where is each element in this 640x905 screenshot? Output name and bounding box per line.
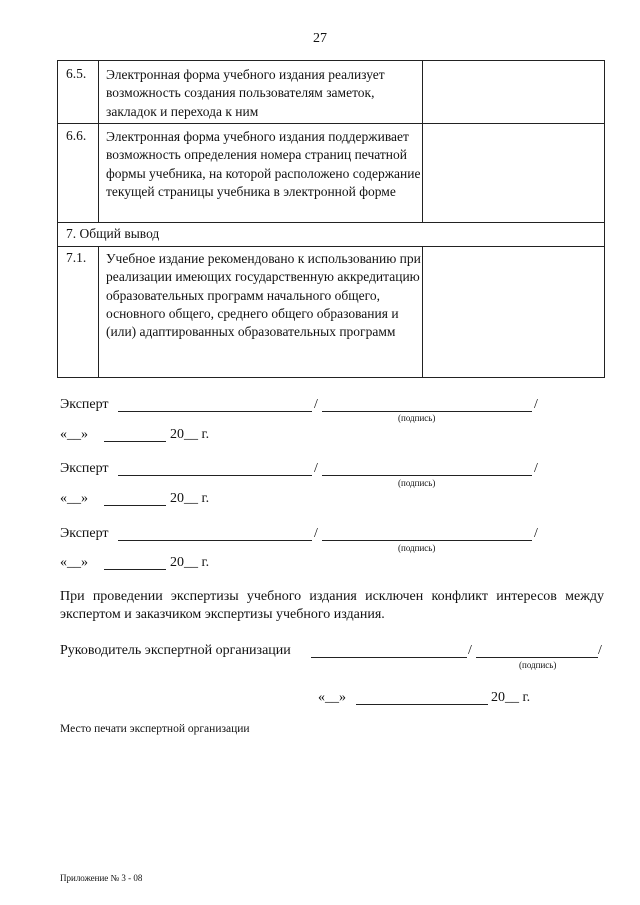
signature-caption: (подпись) — [398, 478, 436, 488]
signature-caption: (подпись) — [398, 543, 436, 553]
head-label: Руководитель экспертной организации — [60, 643, 291, 658]
stamp-place: Место печати экспертной организации — [60, 723, 250, 735]
slash: / — [314, 397, 318, 412]
slash: / — [314, 461, 318, 476]
signature-caption: (подпись) — [519, 660, 557, 670]
row-text: Электронная форма учебного издания реализует возможность создания пользователям заметок, закладок и перехода к ним — [106, 67, 385, 119]
conflict-statement: При проведении экспертизы учебного издания исключен конфликт интересов между экспертом и заказчиком экспертизы учебного издания. — [60, 589, 604, 622]
footer-note: Приложение № 3 - 08 — [60, 873, 143, 883]
slash: / — [534, 461, 538, 476]
row-number: 7.1. — [66, 250, 87, 265]
slash: / — [598, 643, 602, 658]
date-quote: «__» — [60, 427, 88, 442]
row-number: 6.5. — [66, 66, 87, 81]
row-number: 6.6. — [66, 128, 87, 143]
date-year: 20__ г. — [170, 491, 210, 506]
row-text: Учебное издание рекомендовано к использованию при реализации имеющих государственную аккредитацию образовательных программ начального общего, основного общего, среднего общего образования и (или) адаптированных образовательных программ — [106, 251, 421, 340]
slash: / — [468, 643, 472, 658]
slash: / — [534, 526, 538, 541]
date-year: 20__ г. — [170, 427, 210, 442]
expert-label: Эксперт — [60, 526, 109, 541]
page-number: 27 — [313, 31, 327, 46]
signature-caption: (подпись) — [398, 413, 436, 423]
row-text: Электронная форма учебного издания поддерживает возможность определения номера страниц печатной формы учебника, на которой расположено содержание текущей страницы учебника в электронной форме — [106, 129, 421, 199]
slash: / — [314, 526, 318, 541]
slash: / — [534, 397, 538, 412]
date-quote: «__» — [60, 491, 88, 506]
date-year: 20__ г. — [170, 555, 210, 570]
expert-label: Эксперт — [60, 397, 109, 412]
evaluation-table — [57, 60, 605, 378]
expert-label: Эксперт — [60, 461, 109, 476]
date-quote: «__» — [60, 555, 88, 570]
section-header: 7. Общий вывод — [66, 226, 160, 241]
date-quote: «__» — [318, 690, 346, 705]
date-year: 20__ г. — [491, 690, 531, 705]
